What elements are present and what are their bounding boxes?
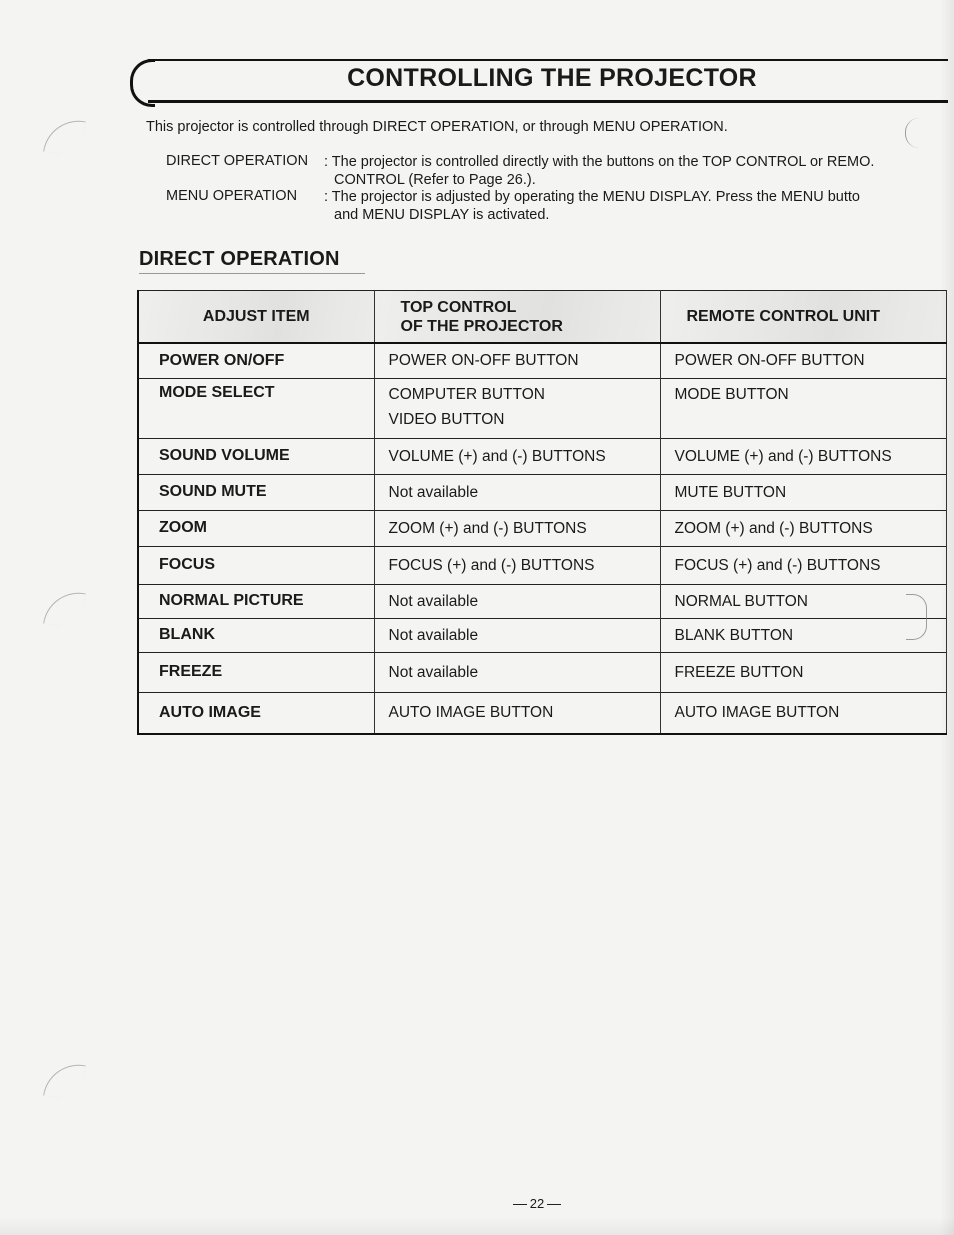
row-remote-control: MODE BUTTON bbox=[660, 378, 946, 438]
row-top-control bbox=[374, 378, 660, 438]
row-remote-control: VOLUME (+) and (-) BUTTONS bbox=[660, 438, 946, 474]
table-row bbox=[138, 510, 946, 546]
row-top-control-line2: VIDEO BUTTON bbox=[388, 410, 505, 428]
row-item: FREEZE bbox=[138, 652, 374, 692]
table-header-row bbox=[138, 291, 946, 344]
row-top-control: Not available bbox=[374, 474, 660, 510]
definition-text-menu-line1: : The projector is adjusted by operating the MENU DISPLAY. Press the MENU butto bbox=[324, 189, 860, 205]
title-bottom-rule bbox=[148, 100, 948, 103]
section-heading: DIRECT OPERATION bbox=[139, 248, 340, 270]
row-top-control: FOCUS (+) and (-) BUTTONS bbox=[374, 546, 660, 584]
row-remote-control: BLANK BUTTON bbox=[660, 618, 946, 652]
header-top-control-line2: OF THE PROJECTOR bbox=[400, 317, 563, 335]
row-item: POWER ON/OFF bbox=[138, 343, 374, 378]
row-item: SOUND VOLUME bbox=[138, 438, 374, 474]
row-remote-control: FREEZE BUTTON bbox=[660, 652, 946, 692]
row-remote-control: MUTE BUTTON bbox=[660, 474, 946, 510]
row-top-control: ZOOM (+) and (-) BUTTONS bbox=[374, 510, 660, 546]
row-top-control: Not available bbox=[374, 584, 660, 618]
table-row bbox=[138, 618, 946, 652]
page-title: CONTROLLING THE PROJECTOR bbox=[347, 64, 757, 92]
header-top-control-line1: TOP CONTROL bbox=[400, 298, 517, 316]
binder-hole-middle bbox=[43, 587, 86, 630]
row-top-control: Not available bbox=[374, 618, 660, 652]
definition-text-menu-line2: and MENU DISPLAY is activated. bbox=[334, 207, 550, 223]
row-top-control: POWER ON-OFF BUTTON bbox=[374, 343, 660, 378]
section-underline bbox=[139, 273, 365, 274]
table-row bbox=[138, 584, 946, 618]
table-row bbox=[138, 343, 946, 378]
definition-text-direct-line1: : The projector is controlled directly with the buttons on the TOP CONTROL or REMO. bbox=[324, 154, 875, 170]
row-item: MODE SELECT bbox=[138, 378, 374, 438]
row-top-control: Not available bbox=[374, 652, 660, 692]
row-item: SOUND MUTE bbox=[138, 474, 374, 510]
header-remote-control: REMOTE CONTROL UNIT bbox=[660, 291, 946, 344]
page-number: 22 bbox=[0, 1196, 954, 1211]
row-item: AUTO IMAGE bbox=[138, 692, 374, 734]
row-top-control-line1: COMPUTER BUTTON bbox=[388, 385, 545, 403]
definition-text-direct-line2: CONTROL (Refer to Page 26.). bbox=[334, 172, 536, 188]
row-item: ZOOM bbox=[138, 510, 374, 546]
row-remote-control: FOCUS (+) and (-) BUTTONS bbox=[660, 546, 946, 584]
intro-paragraph: This projector is controlled through DIRECT OPERATION, or through MENU OPERATION. bbox=[146, 119, 728, 135]
row-top-control: VOLUME (+) and (-) BUTTONS bbox=[374, 438, 660, 474]
direct-operation-table bbox=[137, 290, 947, 735]
page-bottom-shadow bbox=[0, 1217, 954, 1235]
title-top-rule bbox=[148, 59, 948, 61]
definition-term-menu: MENU OPERATION bbox=[166, 188, 298, 204]
row-item: BLANK bbox=[138, 618, 374, 652]
table-row bbox=[138, 546, 946, 584]
definition-term-direct: DIRECT OPERATION bbox=[166, 153, 309, 169]
row-item: NORMAL PICTURE bbox=[138, 584, 374, 618]
table-row bbox=[138, 474, 946, 510]
definition-text-menu bbox=[324, 188, 954, 224]
row-top-control: AUTO IMAGE BUTTON bbox=[374, 692, 660, 734]
margin-mark-table bbox=[906, 594, 927, 640]
binder-hole-bottom bbox=[43, 1059, 86, 1102]
table-row bbox=[138, 378, 946, 438]
table-row bbox=[138, 652, 946, 692]
row-remote-control: AUTO IMAGE BUTTON bbox=[660, 692, 946, 734]
row-remote-control: POWER ON-OFF BUTTON bbox=[660, 343, 946, 378]
row-remote-control: ZOOM (+) and (-) BUTTONS bbox=[660, 510, 946, 546]
row-remote-control: NORMAL BUTTON bbox=[660, 584, 946, 618]
row-item: FOCUS bbox=[138, 546, 374, 584]
table-row bbox=[138, 692, 946, 734]
header-top-control bbox=[374, 291, 660, 344]
header-adjust-item: ADJUST ITEM bbox=[138, 291, 374, 344]
binder-hole-top bbox=[43, 115, 86, 158]
margin-mark-top bbox=[905, 118, 926, 148]
definition-text-direct bbox=[324, 153, 954, 189]
table-row bbox=[138, 438, 946, 474]
